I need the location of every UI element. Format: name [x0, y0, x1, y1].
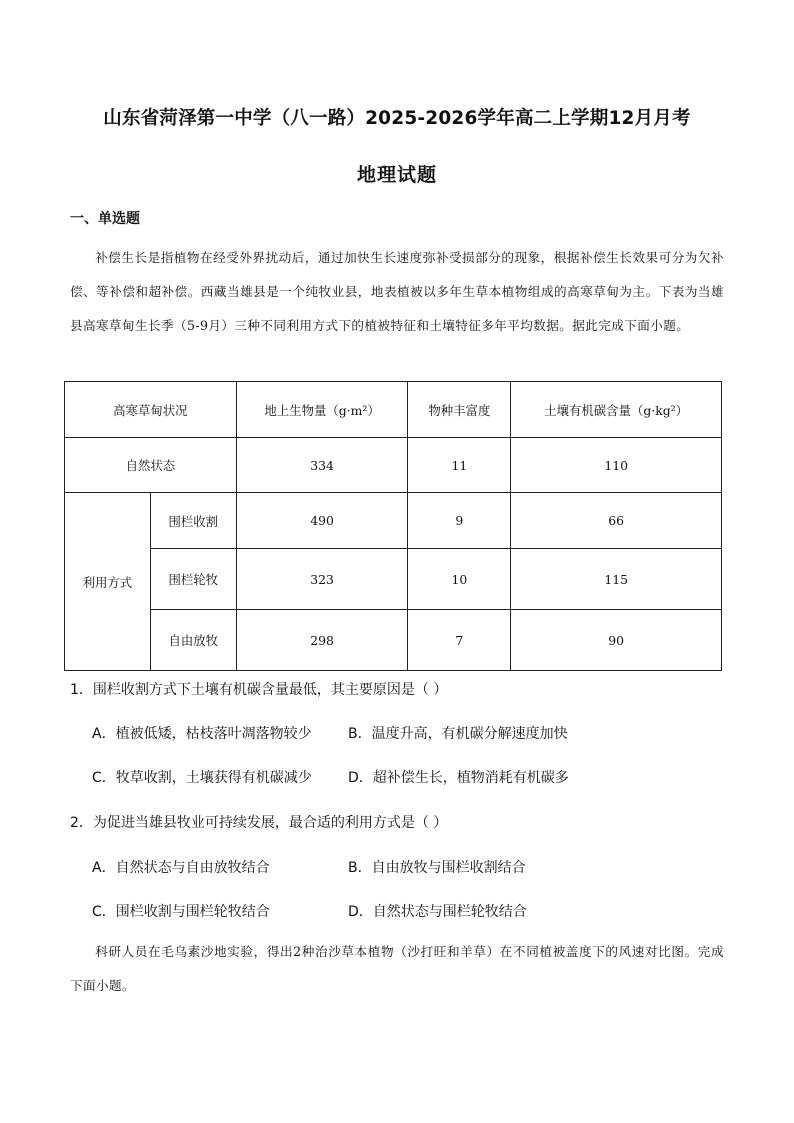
table-row	[65, 610, 722, 671]
question-1-option-a[interactable]: A．植被低矮，枯枝落叶凋落物较少	[92, 726, 312, 742]
usage-label: 围栏轮牧	[150, 549, 236, 610]
natural-carbon: 110	[511, 438, 722, 493]
exam-subtitle: 地理试题	[356, 164, 437, 186]
question-2-option-a[interactable]: A．自然状态与自由放牧结合	[92, 860, 270, 876]
question-1-option-d[interactable]: D．超补偿生长，植物消耗有机碳多	[348, 770, 569, 786]
question-2-option-c[interactable]: C．围栏收割与围栏轮牧结合	[92, 904, 270, 920]
usage-biomass: 298	[236, 610, 408, 671]
table-header-row	[65, 382, 722, 438]
header-carbon: 土壤有机碳含量（g·kg²）	[511, 382, 722, 438]
table-row	[65, 438, 722, 493]
section-heading: 一、单选题	[70, 211, 140, 227]
header-condition: 高寒草甸状况	[65, 382, 237, 438]
usage-biomass: 490	[236, 493, 408, 549]
question-2-option-b[interactable]: B．自由放牧与围栏收割结合	[348, 860, 526, 876]
usage-carbon: 115	[511, 549, 722, 610]
question-1-option-c[interactable]: C．牧草收割，土壤获得有机碳减少	[92, 770, 312, 786]
usage-carbon: 66	[511, 493, 722, 549]
question-2-option-d[interactable]: D．自然状态与围栏轮牧结合	[348, 904, 527, 920]
usage-richness: 10	[408, 549, 511, 610]
second-paragraph: 科研人员在毛乌素沙地实验，得出2种治沙草本植物（沙打旺和羊草）在不同植被盖度下的风速对比图。完成下面小题。	[70, 944, 724, 993]
usage-group-label: 利用方式	[65, 493, 151, 671]
usage-richness: 7	[408, 610, 511, 671]
usage-richness: 9	[408, 493, 511, 549]
question-1-stem: 1．围栏收割方式下土壤有机碳含量最低，其主要原因是（ ）	[70, 682, 448, 698]
intro-paragraph: 补偿生长是指植物在经受外界扰动后，通过加快生长速度弥补受损部分的现象，根据补偿生长效果可分为欠补偿、等补偿和超补偿。西藏当雄县是一个纯牧业县，地表植被以多年生草本植物组成的高寒草甸为主。下表为当雄县高寒草甸生长季（5-9月）三种不同利用方式下的植被特征和土壤特征多年平均数据。据此完成下面小题。	[70, 250, 724, 333]
question-1-option-b[interactable]: B．温度升高，有机碳分解速度加快	[348, 726, 568, 742]
header-richness: 物种丰富度	[408, 382, 511, 438]
exam-title: 山东省菏泽第一中学（八一路）2025-2026学年高二上学期12月月考	[103, 108, 691, 129]
usage-biomass: 323	[236, 549, 408, 610]
usage-carbon: 90	[511, 610, 722, 671]
table-row	[65, 549, 722, 610]
natural-richness: 11	[408, 438, 511, 493]
question-2-stem: 2．为促进当雄县牧业可持续发展，最合适的利用方式是（ ）	[70, 815, 448, 831]
usage-label: 围栏收割	[150, 493, 236, 549]
table-row	[65, 493, 722, 549]
usage-label: 自由放牧	[150, 610, 236, 671]
natural-biomass: 334	[236, 438, 408, 493]
data-table	[64, 381, 722, 671]
header-biomass: 地上生物量（g·m²）	[236, 382, 408, 438]
natural-label: 自然状态	[65, 438, 237, 493]
